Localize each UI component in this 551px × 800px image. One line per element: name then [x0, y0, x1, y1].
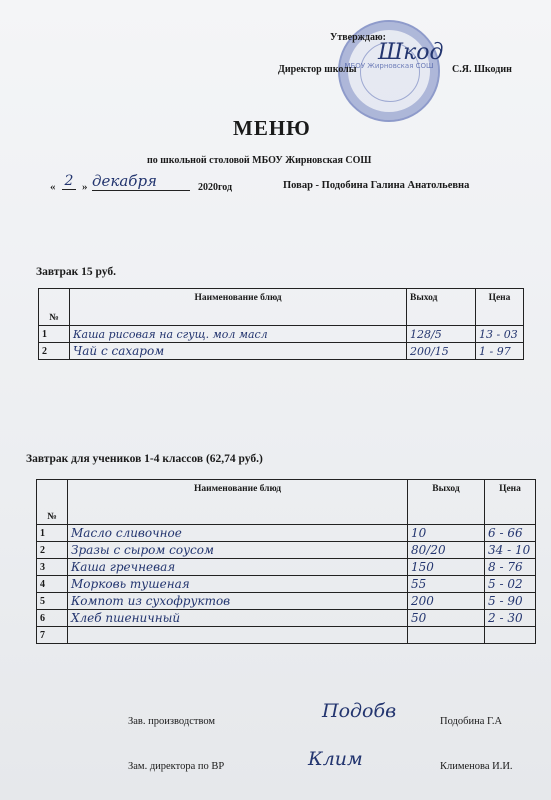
date-open-quote: «: [50, 181, 56, 193]
row-name: Масло сливочное: [68, 525, 408, 542]
date-close-quote: »: [82, 181, 88, 193]
table-header-row: [37, 480, 536, 525]
row-name: Компот из сухофруктов: [68, 593, 408, 610]
breakfast-1-title: Завтрак 15 руб.: [36, 266, 117, 278]
header-num: №: [39, 289, 70, 326]
header-price: Цена: [485, 480, 536, 525]
table-header-row: [39, 289, 524, 326]
deputy-signature: Клим: [308, 748, 363, 770]
row-price: 6 - 66: [485, 525, 536, 542]
row-price: 5 - 90: [485, 593, 536, 610]
row-output: 150: [408, 559, 485, 576]
breakfast-2-title: Завтрак для учеников 1-4 классов (62,74 руб.): [26, 453, 263, 465]
table-row: [37, 542, 536, 559]
row-price: 13 - 03: [476, 326, 524, 343]
deputy-label: Зам. директора по ВР: [128, 761, 225, 772]
header-output: Выход: [407, 289, 476, 326]
row-name: Зразы с сыром соусом: [68, 542, 408, 559]
row-num: 1: [37, 525, 68, 542]
date-day: 2: [62, 173, 76, 190]
date-month: декабря: [92, 172, 190, 191]
row-output: 80/20: [408, 542, 485, 559]
row-output: 128/5: [407, 326, 476, 343]
row-name: Каша рисовая на сгущ. мол масл: [70, 326, 407, 343]
approved-label: Утверждаю:: [330, 32, 386, 43]
breakfast-1-table: [38, 288, 524, 360]
row-name: Хлеб пшеничный: [68, 610, 408, 627]
production-signature: Подобв: [322, 700, 397, 722]
page-title: МЕНЮ: [233, 116, 311, 140]
row-num: 2: [37, 542, 68, 559]
row-name: [68, 627, 408, 644]
page-subtitle: по школьной столовой МБОУ Жирновская СОШ: [147, 155, 372, 166]
table-row: [39, 326, 524, 343]
table-row: [39, 343, 524, 360]
row-price: [485, 627, 536, 644]
table-row: [37, 610, 536, 627]
table-row: [37, 576, 536, 593]
row-price: 5 - 02: [485, 576, 536, 593]
header-price: Цена: [476, 289, 524, 326]
row-num: 3: [37, 559, 68, 576]
row-output: 200/15: [407, 343, 476, 360]
row-num: 5: [37, 593, 68, 610]
cook-name: Повар - Подобина Галина Анатольевна: [283, 180, 470, 191]
table-row: [37, 627, 536, 644]
row-price: 8 - 76: [485, 559, 536, 576]
date-year: 2020год: [198, 182, 233, 193]
director-name: С.Я. Шкодин: [452, 64, 512, 75]
director-label: Директор школы: [278, 64, 357, 75]
row-num: 4: [37, 576, 68, 593]
row-name: Морковь тушеная: [68, 576, 408, 593]
director-signature: Шкод: [378, 40, 444, 65]
row-output: 55: [408, 576, 485, 593]
row-price: 1 - 97: [476, 343, 524, 360]
row-price: 34 - 10: [485, 542, 536, 559]
row-output: 10: [408, 525, 485, 542]
row-output: 50: [408, 610, 485, 627]
row-name: Чай с сахаром: [70, 343, 407, 360]
row-num: 7: [37, 627, 68, 644]
table-row: [37, 559, 536, 576]
header-name: Наименование блюд: [70, 289, 407, 326]
production-name: Подобина Г.А: [440, 716, 503, 727]
stamp-text: МБОУ Жирновская СОШ: [344, 62, 434, 70]
table-row: [37, 593, 536, 610]
row-num: 2: [39, 343, 70, 360]
deputy-name: Клименова И.И.: [440, 761, 513, 772]
breakfast-2-table: [36, 479, 536, 644]
header-name: Наименование блюд: [68, 480, 408, 525]
row-num: 6: [37, 610, 68, 627]
row-output: 200: [408, 593, 485, 610]
production-label: Зав. производством: [128, 716, 216, 727]
header-output: Выход: [408, 480, 485, 525]
table-row: [37, 525, 536, 542]
row-price: 2 - 30: [485, 610, 536, 627]
row-output: [408, 627, 485, 644]
header-num: №: [37, 480, 68, 525]
row-name: Каша гречневая: [68, 559, 408, 576]
row-num: 1: [39, 326, 70, 343]
